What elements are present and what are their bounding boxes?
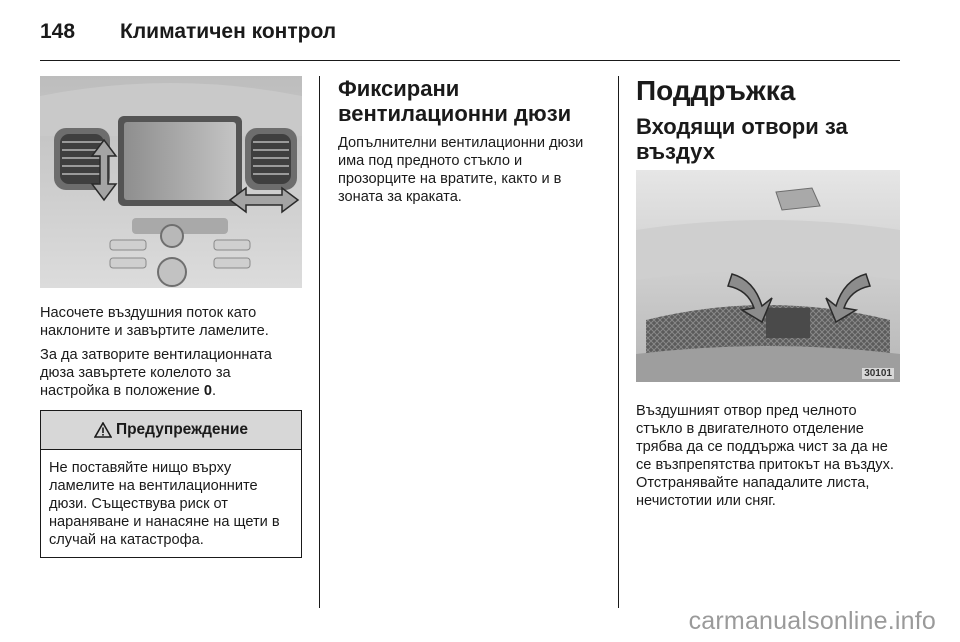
engine-bay-air-inlet-illustration	[636, 170, 900, 382]
warning-header	[41, 411, 301, 450]
air-inlet-figure	[636, 170, 900, 382]
dashboard-vents-illustration	[40, 76, 302, 288]
warning-triangle-icon	[94, 422, 112, 438]
maintenance-heading: Поддръжка	[636, 75, 796, 106]
position-zero-symbol: 0	[203, 383, 212, 399]
close-vent-end: .	[211, 383, 217, 399]
warning-text: Не поставяйте нищо върху ламелите на вентилационните дюзи. Съществува риск от нараняване и нанасяне на щети в случай на катастрофа.	[49, 460, 280, 548]
column-left	[40, 76, 302, 558]
fixed-vents-paragraph: Допълнителни вентилационни дюзи има под предното стъкло и прозорците на вратите, както и в зоната за краката.	[338, 135, 584, 205]
airflow-paragraph: Насочете въздушния поток като наклоните и завъртите ламелите.	[40, 305, 269, 339]
warning-box	[40, 410, 302, 558]
figure-code: 30101	[864, 368, 892, 379]
close-vent-text: За да затворите вентилационната дюза завъртете колелото за настройка в положение	[40, 347, 272, 399]
watermark: carmanualsonline.info	[688, 607, 936, 635]
chapter-title: Климатичен контрол	[120, 20, 337, 43]
air-inlet-paragraph: Въздушният отвор пред челното стъкло в двигателното отделение трябва да се поддържа чист за да не се възпрепятства притокът на въздух. Отстранявайте нападалите листа, нечистотии или сняг.	[636, 403, 894, 509]
column-middle	[338, 76, 602, 206]
column-divider-1	[319, 76, 320, 608]
column-divider-2	[618, 76, 619, 608]
vents-figure	[40, 76, 302, 288]
header-rule	[40, 60, 900, 61]
close-vent-paragraph	[40, 346, 302, 400]
warning-title: Предупреждение	[115, 421, 249, 438]
page-number: 148	[40, 20, 76, 43]
fixed-vents-heading: Фиксирани вентилационни дюзи	[338, 76, 572, 126]
air-inlet-heading: Входящи отвори за въздух	[636, 114, 848, 164]
column-right	[636, 76, 900, 510]
